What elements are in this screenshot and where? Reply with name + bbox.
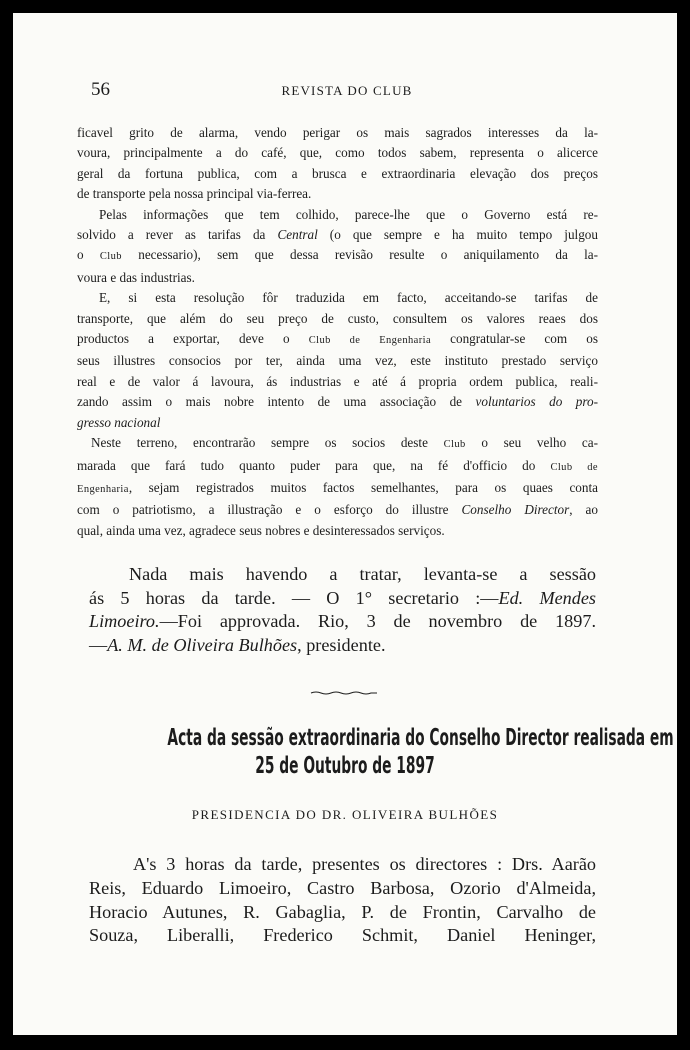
central-railway-name: Central [277, 227, 318, 243]
scanned-page [13, 13, 677, 1035]
text-line: Limoeiro.—Foi approvada. Rio, 3 de novembro de 1897. [89, 611, 596, 632]
text-line: productos a exportar, deve o Club de Engenharia congratular-se com os [77, 331, 598, 347]
club-name: Club [443, 439, 466, 451]
text-line: voura e das industrias. [77, 269, 195, 285]
text-line: E, si esta resolução fôr traduzida em facto, acceitando-se tarifas de [99, 290, 598, 306]
text-line: geral da fortuna publica, com a brusca e extraordinaria elevação dos preços [77, 165, 598, 181]
text-line: ficavel grito de alarma, vendo perigar os mais sagrados interesses da la- [77, 125, 598, 140]
text-line: real e de valor á lavoura, ás industrias e até á propria ordem publica, reali- [77, 373, 598, 389]
secretary-name: Limoeiro. [89, 611, 160, 632]
text-line: Nada mais havendo a tratar, levanta-se a sessão [129, 564, 596, 584]
heading-line-1: Acta da sessão extraordinaria do Conselho Director realisada em [167, 725, 674, 751]
text-line: Souza, Liberalli, Frederico Schmit, Daniel Heninger, [89, 925, 596, 946]
text-line: Engenharia, sejam registrados muitos factos semelhantes, para os quaes conta [77, 479, 598, 495]
text-line: voura, principalmente a do café, que, como todos sabem, representa o alicerce [77, 145, 598, 161]
ornamental-divider [310, 690, 378, 696]
text-line: Horacio Autunes, R. Gabaglia, P. de Frontin, Carvalho de [89, 901, 596, 922]
text-line: solvido a rever as tarifas da Central (o que sempre e ha muito tempo julgou [77, 227, 598, 243]
text-line: transporte, que além do seu preço de custo, consultem os valores reaes dos [77, 310, 598, 326]
text-line: de transporte pela nossa principal via-ferrea. [77, 186, 312, 202]
text-line: zando assim o mais nobre intento de uma associação de voluntarios do pro- [77, 394, 598, 410]
divider-flourish [311, 692, 377, 694]
presidency-line: PRESIDENCIA DO DR. OLIVEIRA BULHÕES [191, 807, 499, 822]
council-name: Conselho Director [461, 502, 570, 518]
text-line: ás 5 horas da tarde. — O 1° secretario :—Ed. Mendes [89, 587, 597, 608]
text-line: seus illustres consocios por ter, ainda uma vez, este instituto prestado serviço [77, 353, 598, 369]
journal-title: REVISTA DO CLUB [281, 83, 413, 98]
text-line: marada que fará tudo quanto puder para que, na fé d'officio do Club de [77, 457, 598, 473]
text-line: gresso nacional [77, 414, 161, 430]
club-name: Club [99, 251, 122, 263]
continued-minutes [77, 123, 598, 541]
section-heading [167, 724, 674, 780]
text-line: Neste terreno, encontrarão sempre os socios deste Club o seu velho ca- [91, 435, 598, 451]
text-line: qual, ainda uma vez, agradece seus nobres e desinteressados serviços. [77, 522, 445, 538]
club-name: Club de [550, 461, 598, 473]
running-head [77, 77, 617, 107]
secretary-name: Ed. Mendes [498, 587, 597, 608]
president-name: A. M. de Oliveira Bulhões [107, 634, 298, 655]
closing-paragraph [89, 563, 596, 657]
session-opening [89, 853, 596, 948]
club-name: Club de Engenharia [308, 335, 431, 347]
emphasis-text: voluntarios do pro- [475, 394, 598, 410]
page-number: 56 [91, 79, 110, 100]
text-line: —A. M. de Oliveira Bulhões, presidente. [89, 634, 386, 655]
text-line: o Club necessario), sem que dessa revisão resulte o aniquilamento da la- [77, 247, 599, 263]
text-line: Pelas informações que tem colhido, parece-lhe que o Governo está re- [99, 206, 598, 222]
text-line: com o patriotismo, a illustração e o esforço do illustre Conselho Director, ao [77, 502, 598, 518]
text-line: A's 3 horas da tarde, presentes os directores : Drs. Aarão [133, 854, 596, 874]
heading-line-2: 25 de Outubro de 1897 [255, 753, 435, 779]
club-name: Engenharia [77, 483, 129, 495]
text-line: Reis, Eduardo Limoeiro, Castro Barbosa, Ozorio d'Almeida, [89, 877, 596, 898]
